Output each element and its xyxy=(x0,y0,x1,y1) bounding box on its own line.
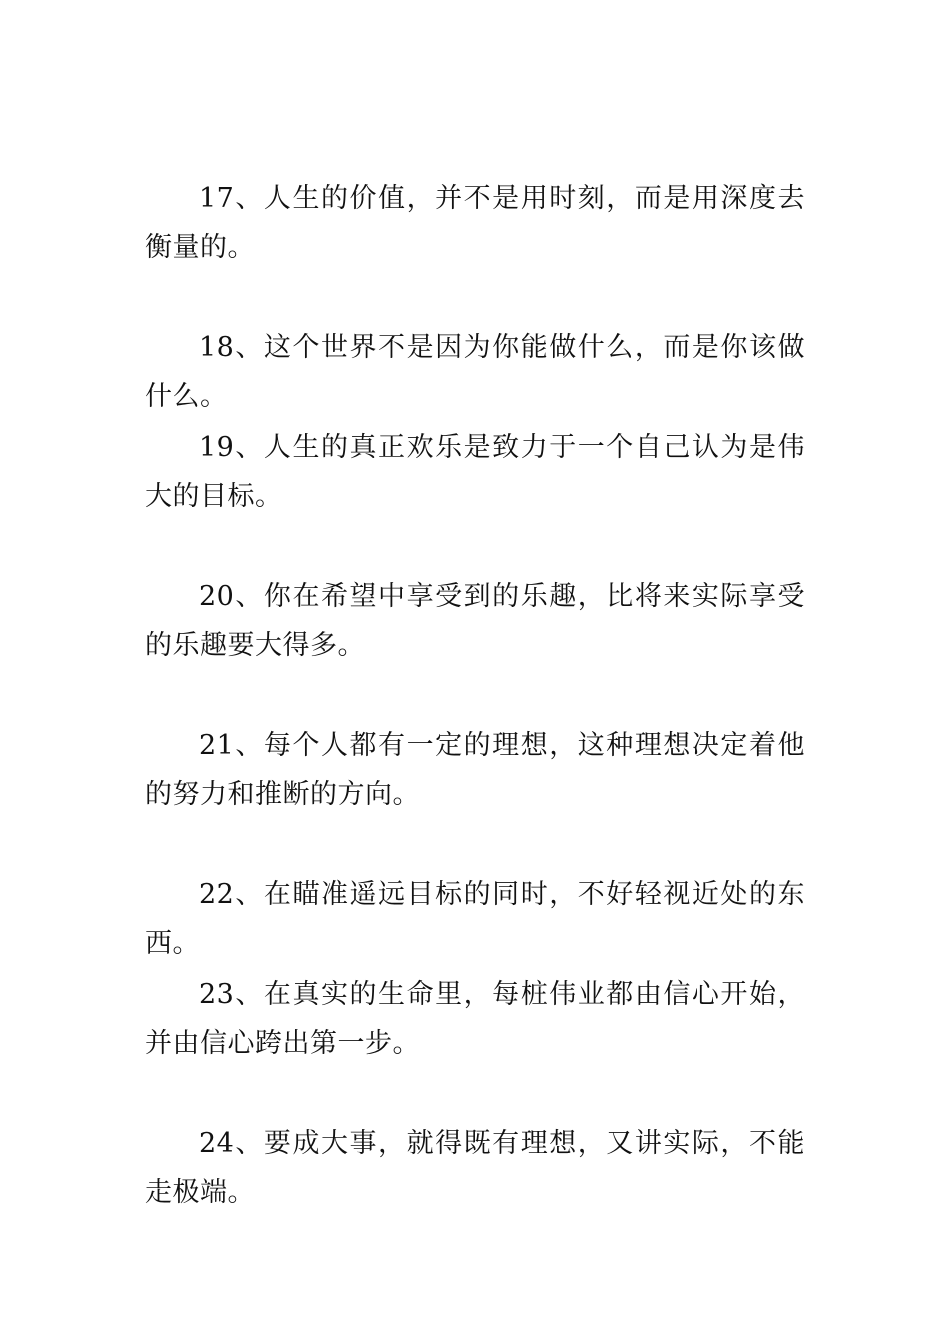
quote-19: 19、人生的真正欢乐是致力于一个自己认为是伟大的目标。 xyxy=(145,432,805,512)
quote-24: 24、要成大事，就得既有理想，又讲实际，不能走极端。 xyxy=(145,1128,805,1208)
quote-21: 21、每个人都有一定的理想，这种理想决定着他的努力和推断的方向。 xyxy=(145,730,805,810)
quote-20: 20、你在希望中享受到的乐趣，比将来实际享受的乐趣要大得多。 xyxy=(145,581,805,661)
quote-23: 23、在真实的生命里，每桩伟业都由信心开始，并由信心跨出第一步。 xyxy=(145,979,805,1059)
quote-18: 18、这个世界不是因为你能做什么，而是你该做什么。 xyxy=(145,332,805,412)
quote-22: 22、在瞄准遥远目标的同时，不好轻视近处的东西。 xyxy=(145,879,805,959)
quote-17: 17、人生的价值，并不是用时刻，而是用深度去衡量的。 xyxy=(145,183,805,263)
